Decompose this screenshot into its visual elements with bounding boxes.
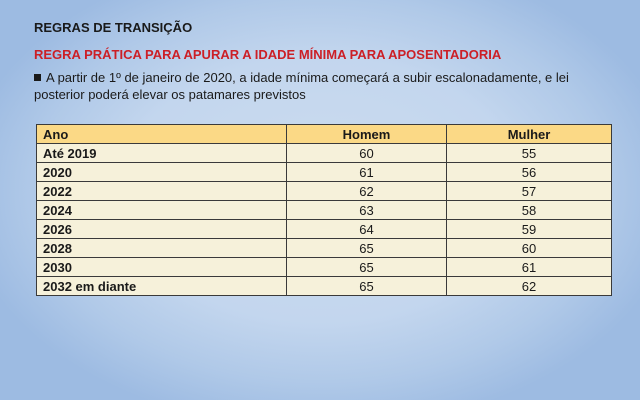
cell-ano: 2032 em diante [37,277,287,296]
cell-homem: 61 [287,163,447,182]
age-table [36,124,612,296]
column-header-mulher: Mulher [447,125,612,144]
table-row [37,277,612,296]
table-row [37,163,612,182]
cell-ano: 2022 [37,182,287,201]
cell-ano: Até 2019 [37,144,287,163]
cell-mulher: 58 [447,201,612,220]
table-row [37,239,612,258]
cell-ano: 2024 [37,201,287,220]
cell-mulher: 62 [447,277,612,296]
cell-ano: 2030 [37,258,287,277]
cell-mulher: 61 [447,258,612,277]
cell-homem: 65 [287,239,447,258]
cell-ano: 2026 [37,220,287,239]
cell-homem: 65 [287,258,447,277]
cell-mulher: 59 [447,220,612,239]
table-row [37,220,612,239]
table-header-row [37,125,612,144]
intro-note [34,69,594,103]
intro-note-text: A partir de 1º de janeiro de 2020, a idade mínima começará a subir escalonadamente, e lei posterior poderá elevar os patamares previstos [34,70,569,102]
cell-ano: 2028 [37,239,287,258]
column-header-homem: Homem [287,125,447,144]
cell-mulher: 57 [447,182,612,201]
table-row [37,258,612,277]
cell-homem: 63 [287,201,447,220]
cell-ano: 2020 [37,163,287,182]
square-bullet-icon [34,74,41,81]
cell-mulher: 56 [447,163,612,182]
cell-homem: 65 [287,277,447,296]
cell-homem: 62 [287,182,447,201]
table-row [37,201,612,220]
cell-mulher: 55 [447,144,612,163]
cell-mulher: 60 [447,239,612,258]
page-title: REGRAS DE TRANSIÇÃO [34,20,193,35]
section-subtitle: REGRA PRÁTICA PARA APURAR A IDADE MÍNIMA PARA APOSENTADORIA [34,47,502,62]
cell-homem: 60 [287,144,447,163]
table-row [37,182,612,201]
cell-homem: 64 [287,220,447,239]
column-header-ano: Ano [37,125,287,144]
table-body [37,144,612,296]
table-row [37,144,612,163]
